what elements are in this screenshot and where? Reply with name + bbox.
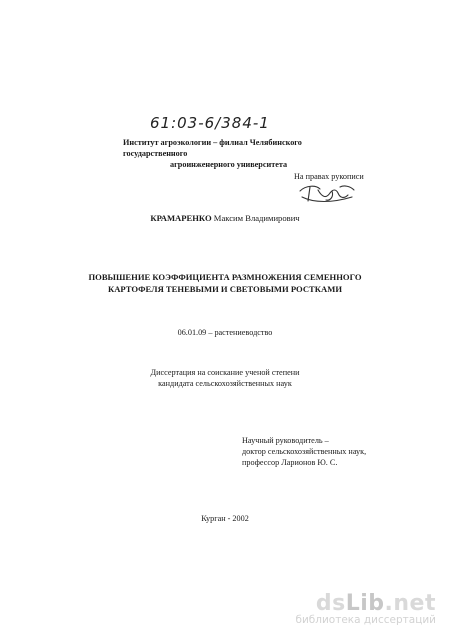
dissertation-title: [0, 271, 450, 295]
supervisor-line-1: Научный руководитель –: [242, 436, 329, 445]
dslib-watermark[interactable]: [295, 591, 436, 626]
place-year: Курган - 2002: [201, 514, 249, 523]
watermark-logo-net: .net: [384, 591, 436, 616]
title-line-1: ПОВЫШЕНИЕ КОЭФФИЦИЕНТА РАЗМНОЖЕНИЯ СЕМЕННОГО: [88, 272, 362, 282]
watermark-logo-ds: ds: [315, 591, 346, 616]
author-surname: КРАМАРЕНКО: [150, 213, 212, 223]
supervisor-line-3: профессор Ларионов Ю. С.: [242, 458, 338, 467]
watermark-logo-lib: Lib: [345, 591, 385, 616]
signature: [296, 181, 358, 207]
degree-line-1: Диссертация на соискание ученой степени: [150, 368, 300, 377]
institution-block: [123, 137, 353, 170]
specialty-code: 06.01.09 – растениеводство: [177, 328, 273, 337]
author-name: [0, 213, 450, 223]
watermark-logo: [295, 591, 436, 616]
archive-code: 61:03-6/384-1: [150, 114, 270, 132]
supervisor-block: [242, 435, 366, 468]
title-line-2: КАРТОФЕЛЯ ТЕНЕВЫМИ И СВЕТОВЫМИ РОСТКАМИ: [107, 284, 343, 294]
supervisor-line-2: доктор сельскохозяйственных наук,: [242, 447, 367, 456]
institution-line-2: агроинженерного университета: [170, 160, 288, 169]
manuscript-rights-label: На правах рукописи: [294, 172, 364, 181]
degree-line-2: кандидата сельскохозяйственных наук: [158, 379, 292, 388]
author-given-name: Максим Владимирович: [213, 213, 300, 223]
degree-block: [0, 367, 450, 389]
institution-line-1: Институт агроэкологии – филиал Челябинского государственного: [123, 138, 302, 158]
watermark-subtitle: библиотека диссертаций: [295, 614, 436, 626]
